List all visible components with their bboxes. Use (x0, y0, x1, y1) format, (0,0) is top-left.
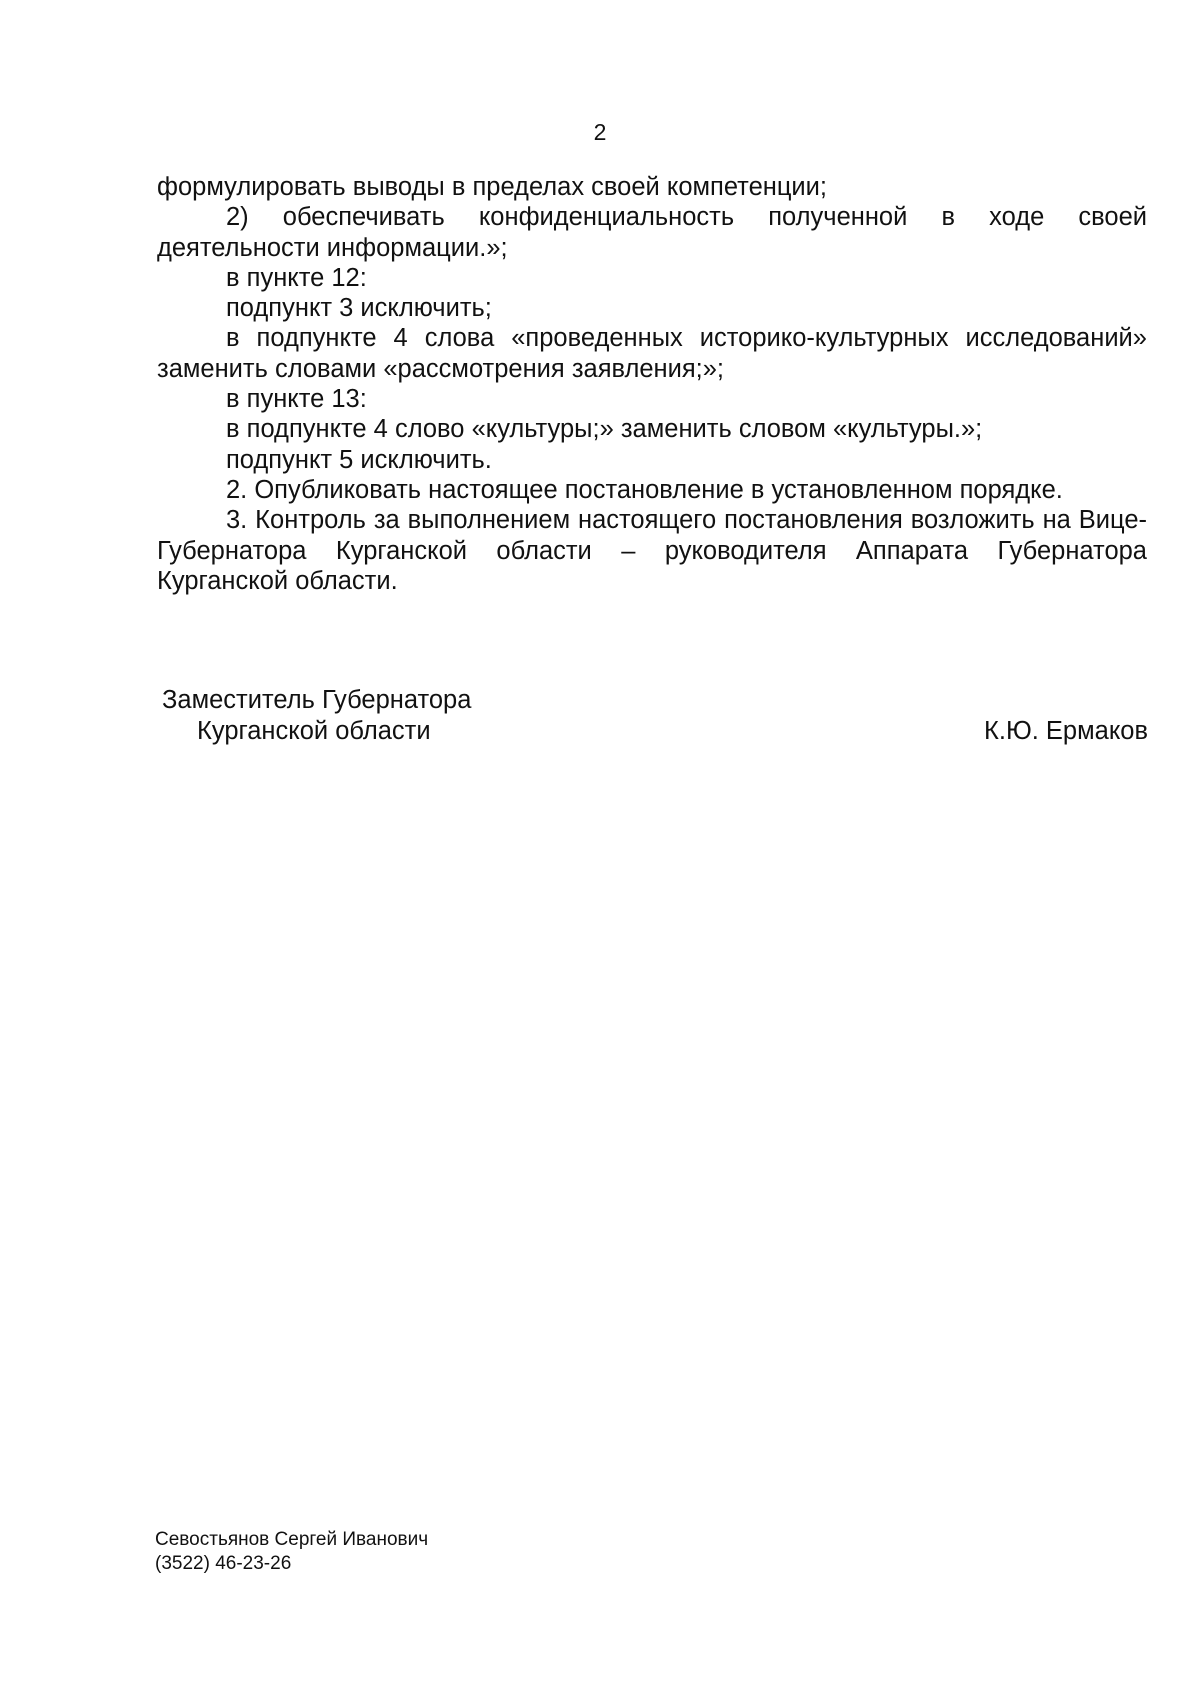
paragraph: 2) обеспечивать конфиденциальность полученной в ходе своей деятельности информации.»; (157, 203, 1147, 262)
paragraph: подпункт 5 исключить. (226, 445, 492, 474)
paragraph: 2. Опубликовать настоящее постановление в установленном порядке. (226, 475, 1063, 504)
page-number: 2 (593, 119, 607, 145)
paragraph: в пункте 13: (226, 385, 367, 414)
paragraph: формулировать выводы в пределах своей компетенции; (157, 173, 828, 201)
signatory-position-line1: Заместитель Губернатора (162, 686, 472, 714)
executor-phone: (3522) 46-23-26 (155, 1553, 292, 1574)
paragraph: подпункт 3 исключить; (226, 294, 492, 323)
signatory-position (162, 685, 471, 746)
paragraph: 3. Контроль за выполнением настоящего постановления возложить на Вице-Губернатора Курганской области – руководителя Аппарата Губернатора Курганской области. (157, 506, 1147, 595)
executor-info (155, 1528, 428, 1576)
signatory-name: К.Ю. Ермаков (984, 717, 1148, 745)
paragraph: в пункте 12: (226, 263, 367, 292)
executor-name: Севостьянов Сергей Иванович (155, 1529, 429, 1550)
document-body (157, 172, 1147, 596)
signatory-position-line2: Курганской области (197, 716, 431, 745)
paragraph: в подпункте 4 слово «культуры;» заменить словом «культуры.»; (226, 415, 983, 444)
paragraph: в подпункте 4 слова «проведенных историко-культурных исследований» заменить словами «рассмотрения заявления;»; (157, 324, 1147, 383)
